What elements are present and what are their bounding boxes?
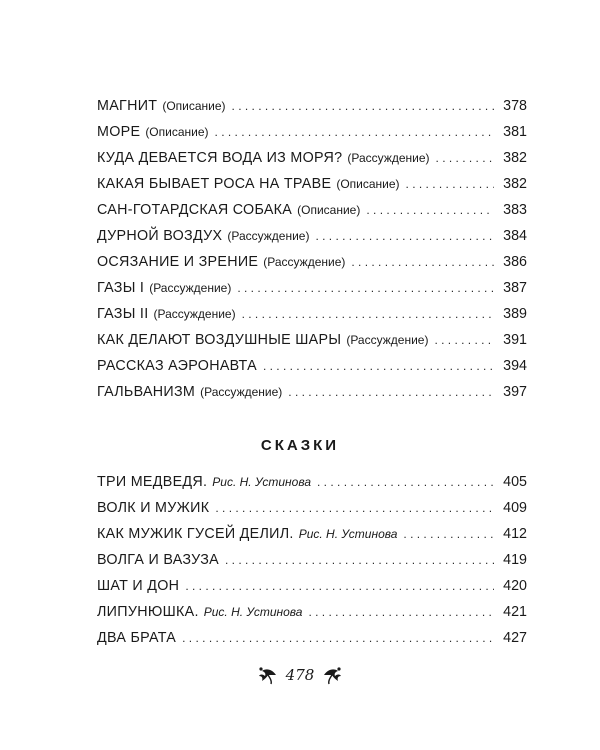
entry-page-number: 382 xyxy=(503,176,527,192)
toc-entry xyxy=(97,254,527,280)
entry-title: ДУРНОЙ ВОЗДУХ xyxy=(97,228,223,244)
dot-leader xyxy=(215,501,494,515)
entry-note: (Описание) xyxy=(145,125,209,139)
dot-leader xyxy=(366,203,494,217)
toc-entry xyxy=(97,332,527,358)
entry-title: МОРЕ xyxy=(97,124,141,140)
entry-page-number: 382 xyxy=(503,150,527,166)
entry-title: КАКАЯ БЫВАЕТ РОСА НА ТРАВЕ xyxy=(97,176,332,192)
entry-page-number: 378 xyxy=(503,98,527,114)
entry-note: (Рассуждение) xyxy=(347,151,430,165)
entry-page-number: 384 xyxy=(503,228,527,244)
toc-entry xyxy=(97,98,527,124)
toc-entry xyxy=(97,474,527,500)
entry-title: ЛИПУНЮШКА. xyxy=(97,604,199,620)
entry-title: ГАЛЬВАНИЗМ xyxy=(97,384,196,400)
entry-page-number: 405 xyxy=(503,474,527,490)
section-heading: СКАЗКИ xyxy=(260,437,340,454)
entry-title: ГАЗЫ II xyxy=(97,306,149,322)
entry-title: ДВА БРАТА xyxy=(97,630,177,646)
entry-page-number: 427 xyxy=(503,630,527,646)
dot-leader xyxy=(406,177,494,191)
dot-leader xyxy=(434,333,494,347)
toc-entry xyxy=(97,384,527,410)
entry-page-number: 383 xyxy=(503,202,527,218)
dot-leader xyxy=(215,125,494,139)
dot-leader xyxy=(232,99,494,113)
dot-leader xyxy=(242,307,494,321)
entry-note: (Описание) xyxy=(162,99,226,113)
entry-note: (Рассуждение) xyxy=(153,307,236,321)
dot-leader xyxy=(317,475,494,489)
entry-page-number: 409 xyxy=(503,500,527,516)
entry-page-number: 397 xyxy=(503,384,527,400)
entry-note: (Рассуждение) xyxy=(227,229,310,243)
dot-leader xyxy=(315,229,494,243)
entry-title: ТРИ МЕДВЕДЯ. xyxy=(97,474,208,490)
toc-entry xyxy=(97,630,527,656)
entry-page-number: 420 xyxy=(503,578,527,594)
toc-entry xyxy=(97,578,527,604)
entry-title: САН-ГОТАРДСКАЯ СОБАКА xyxy=(97,202,293,218)
entry-title: ВОЛК И МУЖИК xyxy=(97,500,210,516)
toc-entry xyxy=(97,604,527,630)
toc-entry xyxy=(97,280,527,306)
entry-note: (Рассуждение) xyxy=(149,281,232,295)
dot-leader xyxy=(403,527,494,541)
dot-leader xyxy=(237,281,494,295)
toc-entry xyxy=(97,526,527,552)
entry-page-number: 412 xyxy=(503,526,527,542)
entry-title: КУДА ДЕВАЕТСЯ ВОДА ИЗ МОРЯ? xyxy=(97,150,343,166)
fleuron-left-icon xyxy=(256,663,280,687)
entry-page-number: 421 xyxy=(503,604,527,620)
toc-entry xyxy=(97,552,527,578)
entry-page-number: 419 xyxy=(503,552,527,568)
page-number: 478 xyxy=(285,666,315,684)
toc-entry xyxy=(97,202,527,228)
toc-entry xyxy=(97,228,527,254)
entry-page-number: 394 xyxy=(503,358,527,374)
entry-note: (Рассуждение) xyxy=(346,333,429,347)
toc-entry xyxy=(97,124,527,150)
dot-leader xyxy=(351,255,494,269)
dot-leader xyxy=(185,579,494,593)
entry-note: (Рассуждение) xyxy=(200,385,283,399)
entry-note: (Описание) xyxy=(297,203,361,217)
fleuron-right-icon xyxy=(320,663,344,687)
dot-leader xyxy=(225,553,494,567)
toc-entry xyxy=(97,150,527,176)
entry-page-number: 389 xyxy=(503,306,527,322)
entry-title: КАК МУЖИК ГУСЕЙ ДЕЛИЛ. xyxy=(97,526,294,542)
contents-list-fairy-tales xyxy=(97,474,527,656)
page-footer xyxy=(0,663,600,687)
entry-note: (Рассуждение) xyxy=(263,255,346,269)
toc-entry xyxy=(97,176,527,202)
toc-entry xyxy=(97,500,527,526)
dot-leader xyxy=(182,631,494,645)
entry-page-number: 391 xyxy=(503,332,527,348)
dot-leader xyxy=(436,151,494,165)
entry-title: ОСЯЗАНИЕ И ЗРЕНИЕ xyxy=(97,254,259,270)
entry-page-number: 387 xyxy=(503,280,527,296)
entry-title: ШАТ И ДОН xyxy=(97,578,180,594)
dot-leader xyxy=(308,605,494,619)
entry-title: ГАЗЫ I xyxy=(97,280,145,296)
entry-page-number: 386 xyxy=(503,254,527,270)
contents-list-stories xyxy=(97,98,527,410)
entry-title: МАГНИТ xyxy=(97,98,158,114)
toc-entry xyxy=(97,358,527,384)
entry-title: РАССКАЗ АЭРОНАВТА xyxy=(97,358,257,374)
entry-note: Рис. Н. Устинова xyxy=(203,605,303,619)
toc-entry xyxy=(97,306,527,332)
dot-leader xyxy=(263,359,494,373)
entry-note: Рис. Н. Устинова xyxy=(212,475,312,489)
entry-note: (Описание) xyxy=(336,177,400,191)
dot-leader xyxy=(288,385,494,399)
entry-title: ВОЛГА И ВАЗУЗА xyxy=(97,552,219,568)
entry-title: КАК ДЕЛАЮТ ВОЗДУШНЫЕ ШАРЫ xyxy=(97,332,342,348)
entry-page-number: 381 xyxy=(503,124,527,140)
entry-note: Рис. Н. Устинова xyxy=(298,527,398,541)
